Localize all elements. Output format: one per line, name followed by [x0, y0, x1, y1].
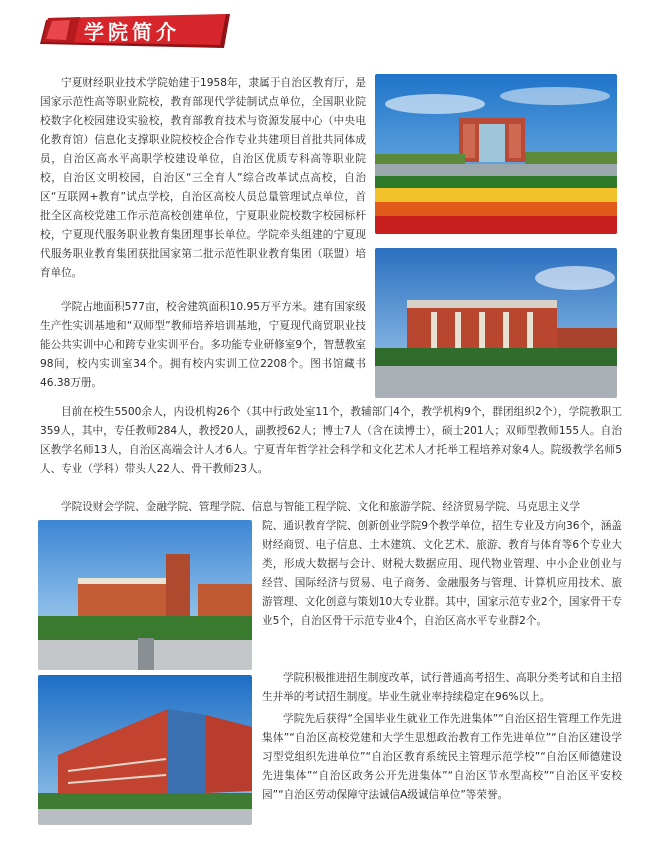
campus-overview-photo — [38, 520, 252, 670]
campus-main-building-photo — [375, 74, 617, 234]
departments-paragraph-intro: 学院设财会学院、金融学院、管理学院、信息与智能工程学院、文化和旅游学院、经济贸易学院、马克思主义学 — [61, 501, 581, 513]
enrollment-paragraph: 学院积极推进招生制度改革，试行普通高考招生、高职分类考试和自主招生并举的考试招生制度。毕业生就业率持续稳定在96%以上。 — [262, 672, 622, 703]
teaching-building-photo — [375, 248, 617, 398]
honors-paragraph: 学院先后获得“全国毕业生就业工作先进集体”“自治区招生管理工作先进集体”“自治区高校党建和大学生思想政治教育工作先进单位”“自治区建设学习型党组织先进单位”“自治区教育系统民主管理示范学校”“自治区师德建设先进集体”“自治区政务公开先进集体”“自治区节水型高校”“自治区平安校园”“自治区劳动保障守法诚信A级诚信单位”等荣誉。 — [262, 713, 622, 801]
library-building-photo — [38, 675, 252, 825]
campus-paragraph: 学院占地面积577亩，校舍建筑面积10.95万平方米。建有国家级生产性实训基地和“双师型”教师培养培训基地，宁夏现代商贸职业技能公共实训中心和跨专业实训平台。多功能专业研修室9个，智慧教室98间，校内实训室34个。拥有校内实训工位2208个。图书馆藏书46.38万册。 — [40, 301, 366, 389]
departments-paragraph: 院、通识教育学院、创新创业学院9个教学单位，招生专业及方向36个，涵盖财经商贸、电子信息、土木建筑、文化艺术、旅游、教育与体育等6个专业大类，形成大数据与会计、财税大数据应用、现代物业管理、中小企业创业与经营、国际经济与贸易、电子商务、金融服务与管理、计算机应用技术、旅游管理、文化创意与策划10大专业群。其中，国家示范专业2个，国家骨干专业5个，自治区骨干示范专业4个，自治区高水平专业群2个。 — [262, 520, 622, 627]
section-title: 学院简介 — [84, 20, 180, 44]
section-title-banner — [40, 14, 230, 48]
staff-paragraph: 目前在校生5500余人，内设机构26个（其中行政处室11个，教辅部门4个，教学机构9个，群团组织2个），学院教职工359人，其中，专任教师284人，教授20人，副教授62人；博士7人（含在读博士），硕士201人；双师型教师155人。自治区教学名师13人，自治区高端会计人才6人。宁夏青年哲学社会科学和文化艺术人才托举工程培养对象4人。院级教学名师5人、专业（学科）带头人22人、骨干教师23人。 — [40, 406, 622, 475]
intro-paragraph: 宁夏财经职业技术学院始建于1958年，隶属于自治区教育厅，是国家示范性高等职业院校，教育部现代学徒制试点单位，全国职业院校数字化校园建设实验校，教育部教育技术与资源发展中心（中央电化教育馆）信息化支撑职业院校校企合作专业共建项目首批共同体成员，自治区高水平高职学校建设单位，自治区优质专科高等职业院校，自治区文明校园，自治区“三全育人”综合改革试点高校，自治区“互联网+教育”试点学校，自治区高校人员总量管理试点单位，首批全区高校党建工作示范高校创建单位，宁夏职业院校数字校园标杆校，宁夏现代服务职业教育集团理事长单位。学院牵头组建的宁夏现代服务职业教育集团获批国家第二批示范性职业教育集团（联盟）培育单位。 — [40, 77, 366, 279]
